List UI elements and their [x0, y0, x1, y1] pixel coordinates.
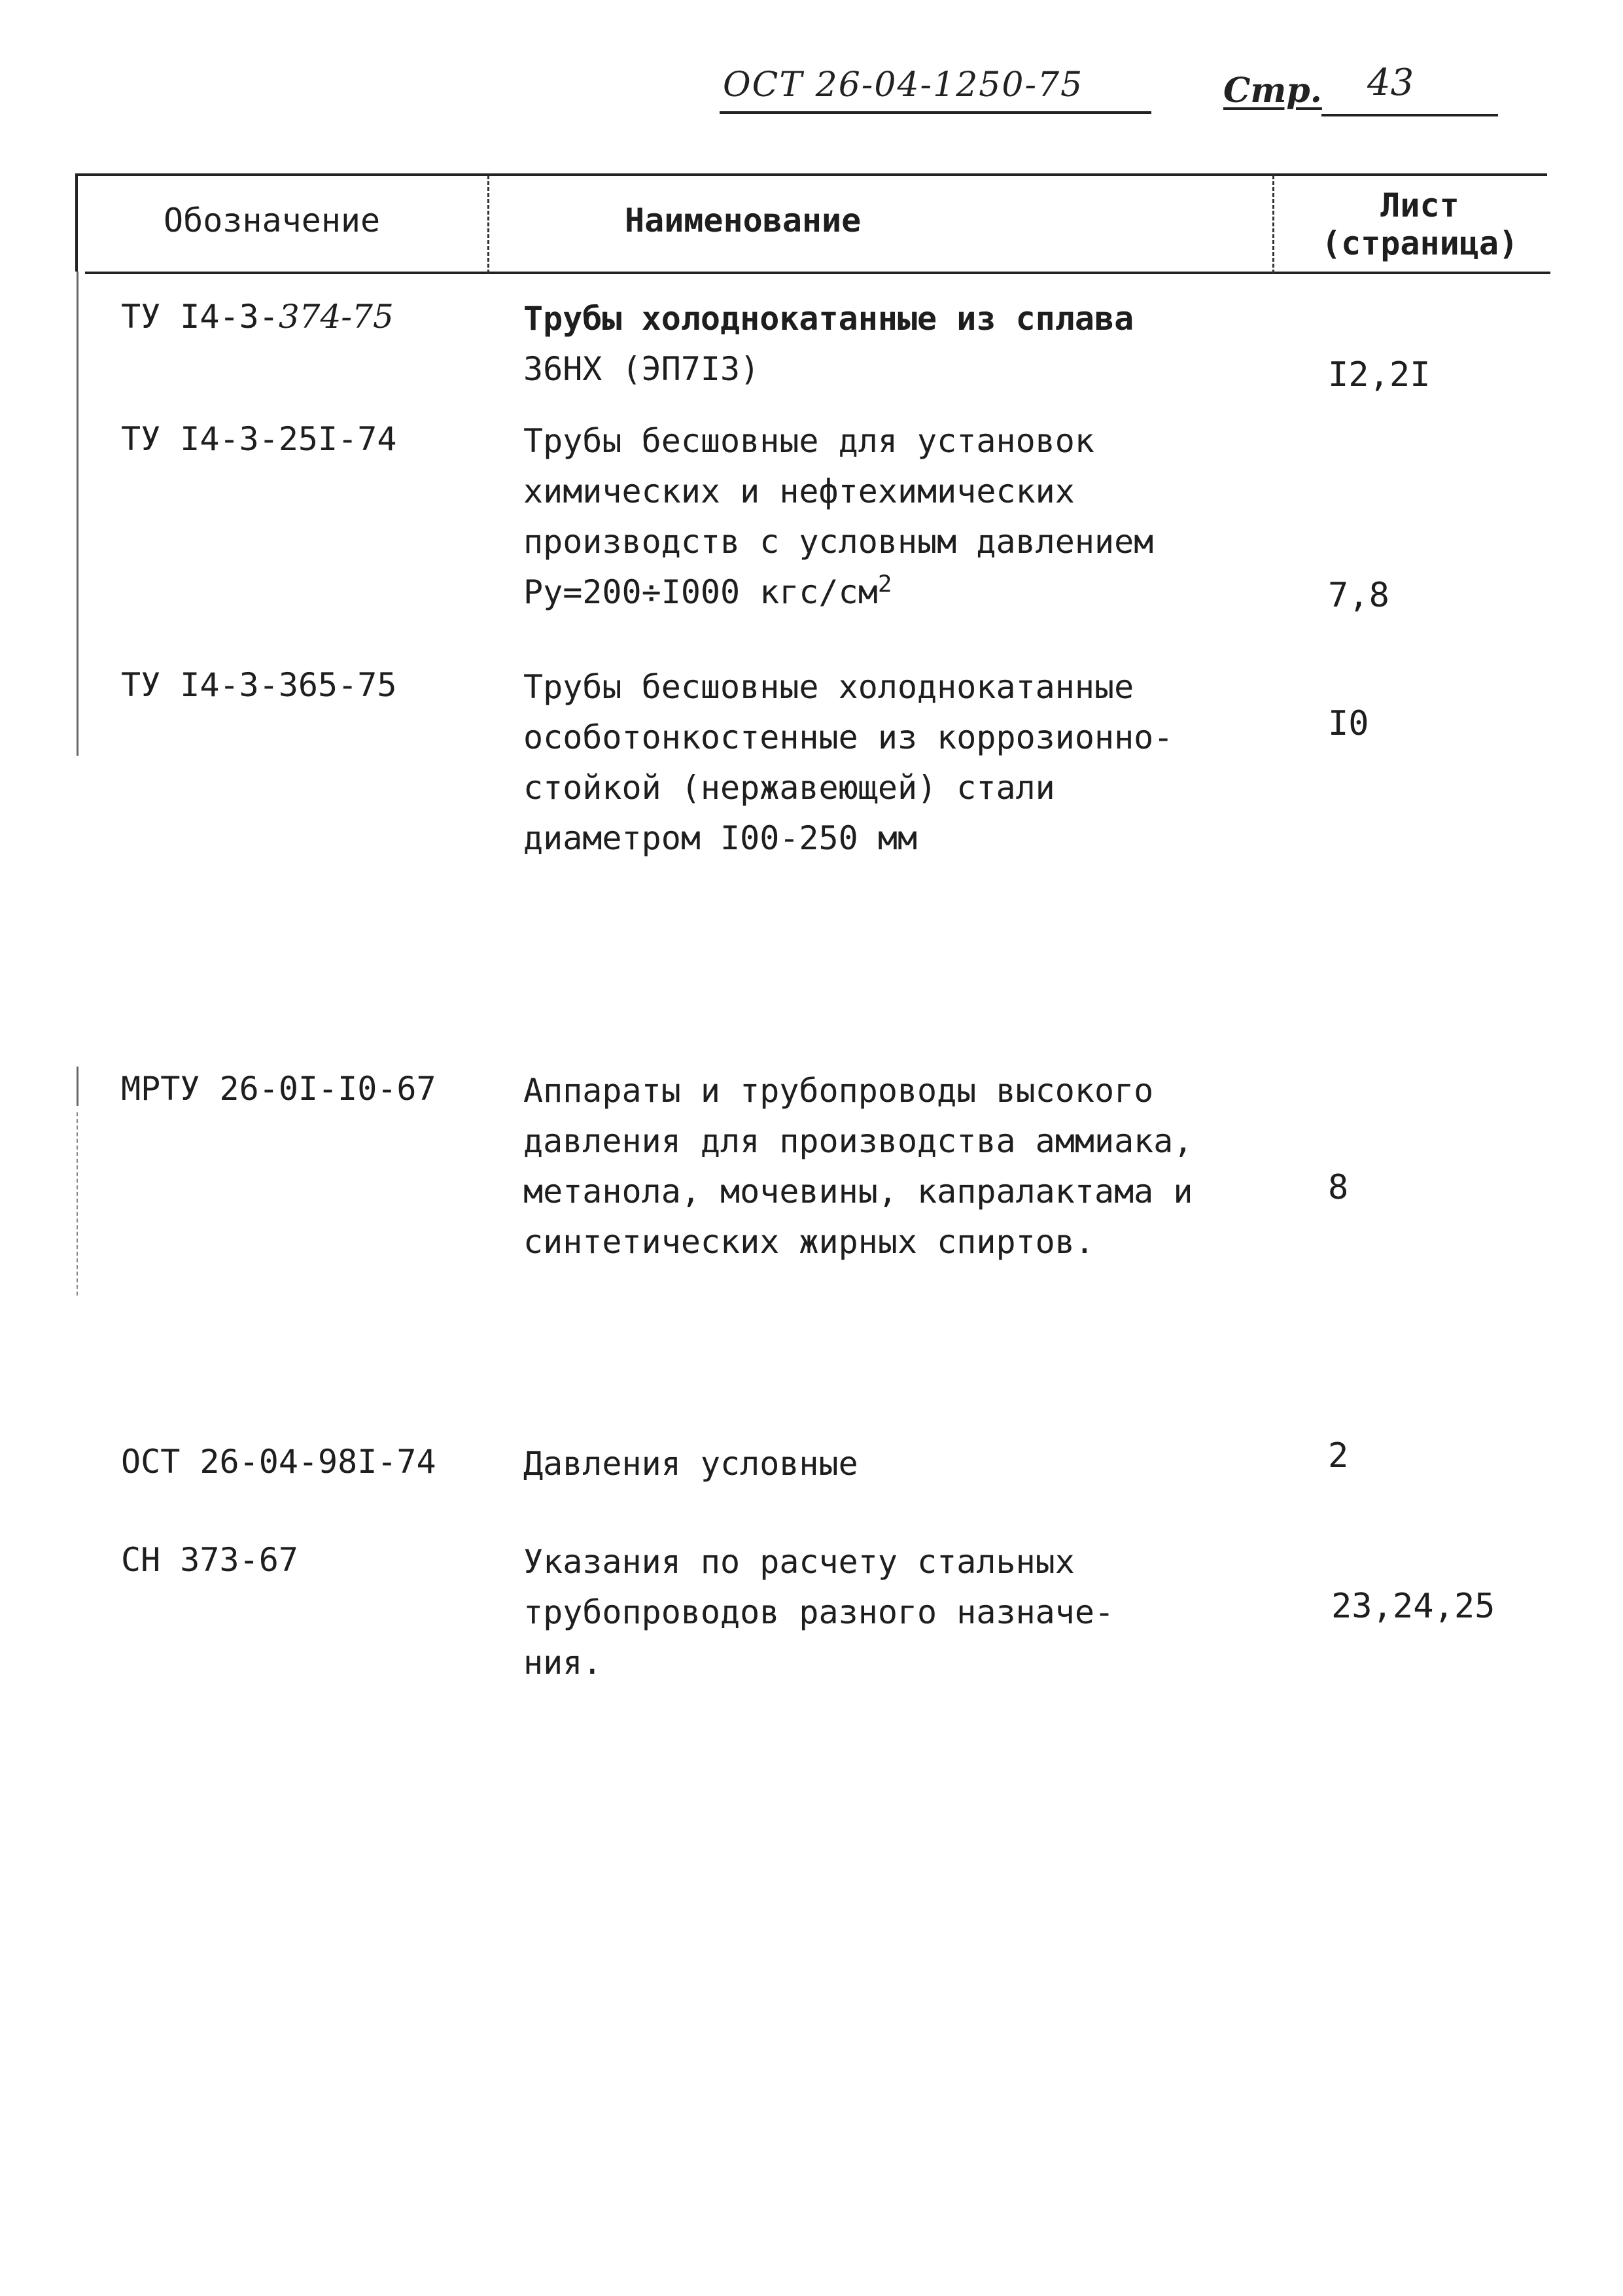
row-name-line: метанола, мочевины, капралактама и — [523, 1173, 1193, 1210]
row-designation — [121, 1443, 436, 1481]
row-designation — [121, 1070, 436, 1108]
row-name — [523, 1537, 1269, 1688]
margin-line — [77, 1067, 79, 1106]
row-page: I2,2I — [1328, 355, 1431, 395]
row-name-line: Указания по расчету стальных — [523, 1543, 1075, 1581]
row-name-line: химических и нефтехимических — [523, 472, 1075, 510]
row-name-line: диаметром I00-250 мм — [523, 819, 918, 857]
row-designation — [121, 1541, 298, 1579]
row-name-line — [523, 567, 1269, 618]
row-designation — [121, 298, 394, 336]
row-name-line: давления для производства аммиака, — [523, 1122, 1193, 1160]
margin-line — [77, 272, 79, 756]
row-designation-printed: ТУ I4-3- — [121, 298, 279, 336]
row-name-superscript: 2 — [877, 571, 892, 598]
column-header-sheet-line1: Лист — [1380, 186, 1459, 224]
row-designation-printed: ОСТ 26-04-98I-74 — [121, 1443, 436, 1481]
page-label: Стр. — [1223, 71, 1322, 111]
row-name-line: ния. — [523, 1644, 602, 1682]
column-header-sheet — [1321, 186, 1518, 262]
row-page: 7,8 — [1328, 576, 1389, 615]
row-designation-printed: ТУ I4-3-25I-74 — [121, 420, 397, 458]
column-header-sheet-line2: (страница) — [1321, 224, 1519, 262]
row-name-line: стойкой (нержавеющей) стали — [523, 769, 1055, 807]
row-designation — [121, 666, 396, 704]
row-name-line: особотонкостенные из коррозионно- — [523, 718, 1174, 756]
row-name-line: синтетических жирных спиртов. — [523, 1223, 1094, 1261]
row-name-line-text: Ру=200÷I000 кгс/см — [523, 573, 878, 611]
row-page: 8 — [1328, 1168, 1349, 1207]
margin-dash — [77, 1112, 78, 1296]
row-designation-printed: СН 373-67 — [121, 1541, 298, 1579]
row-page: 23,24,25 — [1331, 1587, 1495, 1626]
page-number: 43 — [1367, 62, 1414, 104]
row-name-line: Трубы бесшовные холоднокатанные — [523, 668, 1134, 706]
table-top-border — [75, 173, 1547, 176]
row-name-line: 36НХ (ЭП7I3) — [523, 350, 760, 388]
row-name-line: Давления условные — [523, 1445, 858, 1483]
row-name — [523, 1439, 1269, 1489]
column-separator — [487, 175, 489, 274]
row-name-line: Трубы холоднокатанные из сплава — [523, 300, 1134, 338]
table-left-border — [75, 173, 78, 272]
row-page: 2 — [1328, 1436, 1349, 1475]
column-separator — [1272, 175, 1274, 274]
row-name-line: Трубы бесшовные для установок — [523, 422, 1094, 460]
row-designation-printed: ТУ I4-3-365-75 — [121, 666, 397, 704]
row-page: I0 — [1328, 704, 1369, 743]
row-name-line: трубопроводов разного назначе- — [523, 1593, 1115, 1631]
column-header-name: Наименование — [625, 202, 862, 239]
table-header-bottom-border — [85, 272, 1550, 274]
row-name — [523, 1066, 1269, 1267]
row-designation — [121, 420, 396, 458]
row-designation-handwritten: 374-75 — [278, 298, 394, 336]
row-name — [523, 662, 1269, 864]
column-header-designation: Обозначение — [164, 202, 381, 239]
page-number-underline — [1321, 114, 1498, 116]
row-name-line: производств с условным давлением — [523, 523, 1154, 561]
row-name — [523, 416, 1269, 618]
row-name-line: Аппараты и трубопроводы высокого — [523, 1072, 1154, 1110]
document-code-underline — [720, 111, 1151, 114]
row-name — [523, 294, 1269, 395]
row-designation-printed: МРТУ 26-0I-I0-67 — [121, 1070, 436, 1108]
document-code: ОСТ 26-04-1250-75 — [723, 65, 1084, 105]
